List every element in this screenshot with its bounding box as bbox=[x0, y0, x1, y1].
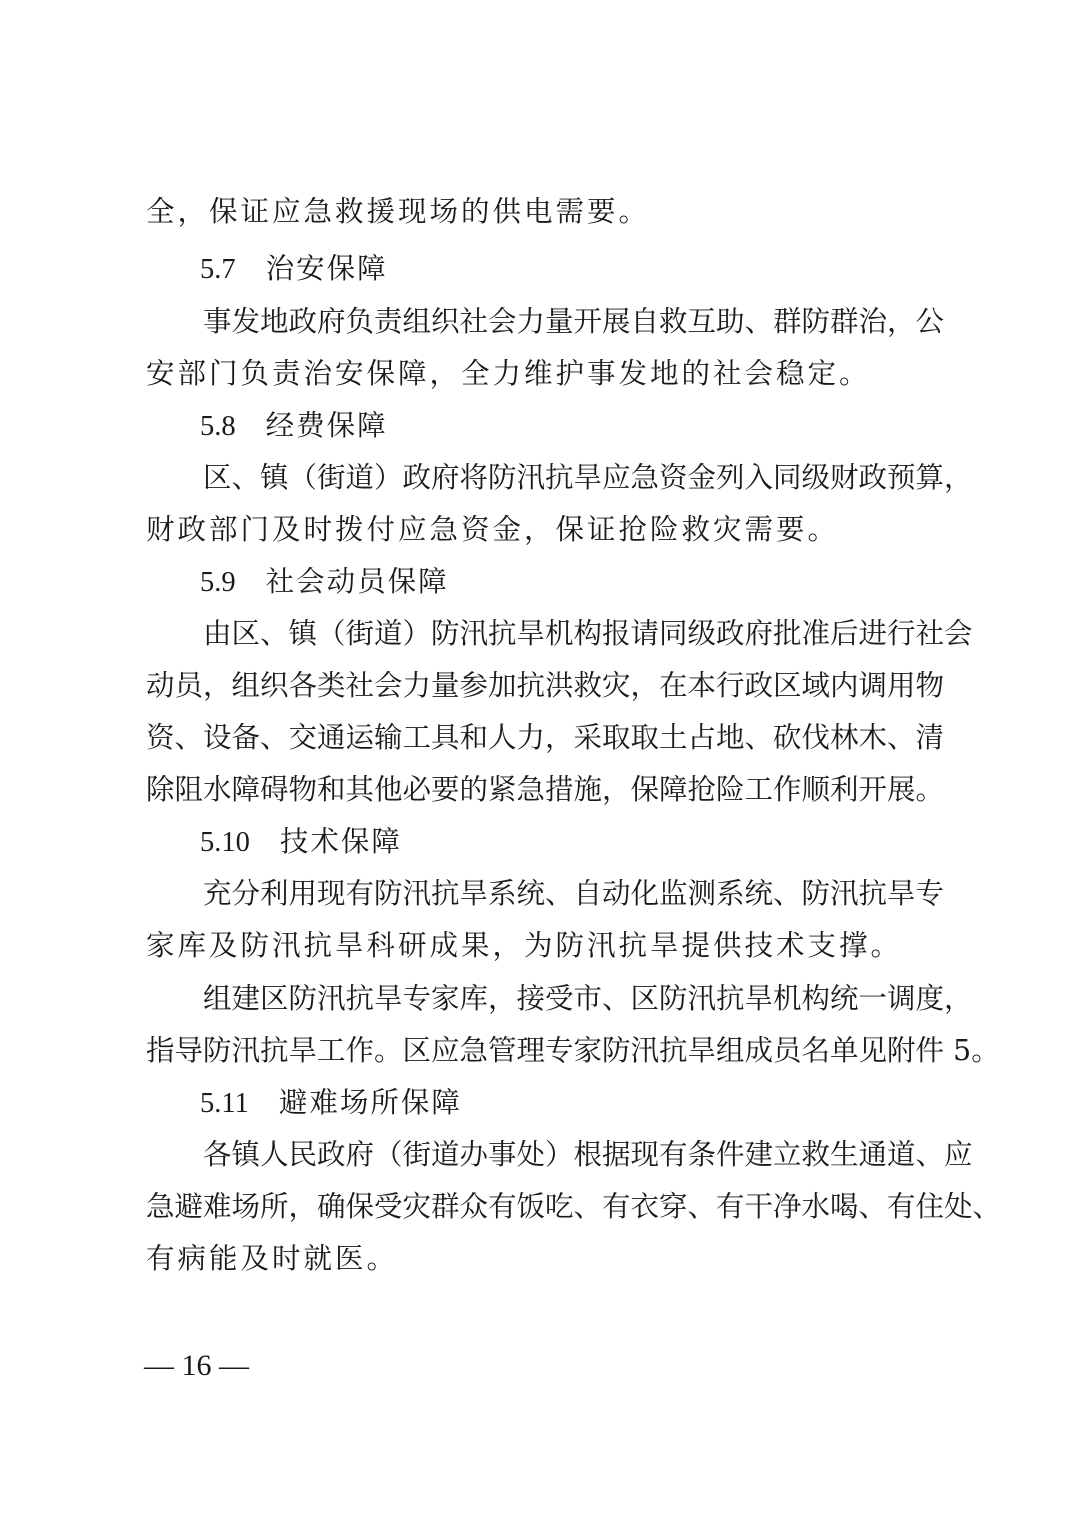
section-heading-5-7 bbox=[200, 249, 388, 290]
body-text-line: 全，保证应急救援现场的供电需要。 bbox=[146, 195, 651, 228]
section-heading-5-11 bbox=[200, 1083, 462, 1124]
section-title: 技术保障 bbox=[279, 825, 402, 858]
section-title: 避难场所保障 bbox=[278, 1086, 462, 1119]
section-number: 5.7 bbox=[200, 254, 236, 285]
body-text-line: 财政部门及时拨付应急资金，保证抢险救灾需要。 bbox=[146, 513, 840, 546]
section-number: 5.11 bbox=[200, 1088, 249, 1119]
body-text-line: 充分利用现有防汛抗旱系统、自动化监测系统、防汛抗旱专 bbox=[203, 877, 945, 910]
section-number: 5.8 bbox=[200, 411, 236, 442]
section-heading-5-10 bbox=[200, 822, 402, 863]
section-title: 社会动员保障 bbox=[265, 565, 449, 598]
body-text-line: 除阻水障碍物和其他必要的紧急措施，保障抢险工作顺利开展。 bbox=[146, 773, 945, 806]
body-text-line: 指导防汛抗旱工作。区应急管理专家防汛抗旱组成员名单见附件 5。 bbox=[146, 1034, 1000, 1067]
section-heading-5-8 bbox=[200, 406, 388, 447]
page-number: — 16 — bbox=[144, 1349, 249, 1382]
body-text-line: 急避难场所，确保受灾群众有饭吃、有衣穿、有干净水喝、有住处、 bbox=[146, 1190, 1002, 1223]
body-text-line: 组建区防汛抗旱专家库，接受市、区防汛抗旱机构统一调度， bbox=[203, 982, 973, 1015]
body-text-line: 各镇人民政府（街道办事处）根据现有条件建立救生通道、应 bbox=[203, 1138, 973, 1171]
section-number: 5.9 bbox=[200, 567, 236, 598]
section-title: 经费保障 bbox=[265, 409, 388, 442]
body-text-line: 安部门负责治安保障，全力维护事发地的社会稳定。 bbox=[146, 357, 871, 390]
body-text-line: 动员，组织各类社会力量参加抗洪救灾，在本行政区域内调用物 bbox=[146, 669, 945, 702]
body-text-line: 区、镇（街道）政府将防汛抗旱应急资金列入同级财政预算， bbox=[203, 461, 973, 494]
body-text-line: 资、设备、交通运输工具和人力，采取取土占地、砍伐林木、清 bbox=[146, 721, 945, 754]
body-text-line: 家库及防汛抗旱科研成果，为防汛抗旱提供技术支撑。 bbox=[146, 929, 903, 962]
body-text-line: 由区、镇（街道）防汛抗旱机构报请同级政府批准后进行社会 bbox=[203, 617, 973, 650]
body-text-line: 有病能及时就医。 bbox=[146, 1242, 399, 1275]
section-heading-5-9 bbox=[200, 562, 449, 603]
body-text-line: 事发地政府负责组织社会力量开展自救互助、群防群治，公 bbox=[203, 305, 945, 338]
section-title: 治安保障 bbox=[265, 252, 388, 285]
section-number: 5.10 bbox=[200, 827, 250, 858]
